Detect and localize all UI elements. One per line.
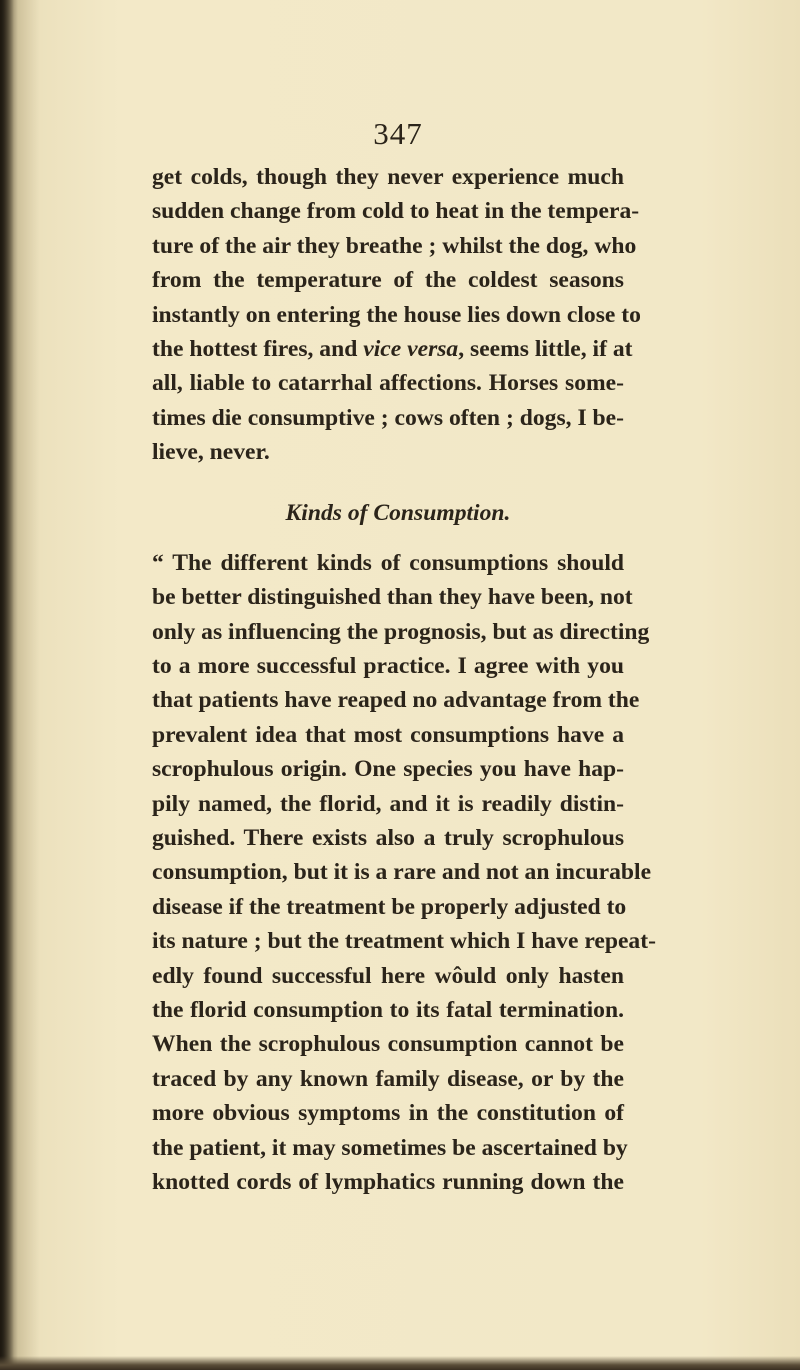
text-line: the florid consumption to its fatal termination. — [152, 996, 624, 1023]
text-line: scrophulous origin. One species you have hap- — [152, 756, 624, 783]
text-line: times die consumptive ; cows often ; dogs, I be- — [152, 404, 624, 431]
binding-gutter — [0, 0, 14, 1370]
text-line: knotted cords of lymphatics running down the — [152, 1168, 624, 1195]
text-line: all, liable to catarrhal affections. Horses some- — [152, 370, 624, 397]
text-line: its nature ; but the treatment which I have repeat- — [152, 928, 656, 955]
text-line: to a more successful practice. I agree with you — [152, 653, 624, 680]
text-line: more obvious symptoms in the constitution of — [152, 1100, 624, 1127]
text-line: edly found successful here wôuld only hasten — [152, 962, 624, 989]
text-line: ture of the air they breathe ; whilst the dog, who — [152, 232, 637, 259]
text-segment: , seems little, if at — [458, 335, 633, 362]
text-line: When the scrophulous consumption cannot be — [152, 1031, 624, 1058]
text-line: disease if the treatment be properly adjusted to — [152, 893, 627, 920]
text-line: only as influencing the prognosis, but as directing — [152, 618, 650, 645]
section-heading: Kinds of Consumption. — [285, 499, 511, 526]
text-line: consumption, but it is a rare and not an incurable — [152, 859, 652, 886]
text-line: instantly on entering the house lies down close to — [152, 301, 641, 328]
text-line: get colds, though they never experience much — [152, 164, 624, 190]
text-line: “ The different kinds of consumptions should — [152, 549, 624, 576]
text-line: guished. There exists also a truly scrophulous — [152, 825, 624, 852]
text-line: sudden change from cold to heat in the tempera- — [152, 198, 640, 225]
text-line: lieve, never. — [152, 439, 270, 466]
text-line: pily named, the florid, and it is readily distin- — [152, 790, 624, 817]
text-line-with-italic — [152, 332, 633, 366]
text-line: traced by any known family disease, or by the — [152, 1065, 624, 1092]
text-line: that patients have reaped no advantage from the — [152, 687, 640, 714]
page-bottom-edge — [0, 1356, 800, 1370]
page-number: 347 — [373, 116, 423, 151]
text-line: be better distinguished than they have been, not — [152, 584, 633, 611]
body-text — [152, 160, 656, 1199]
text-segment: the hottest fires, and — [152, 335, 364, 362]
text-line: the patient, it may sometimes be ascertained by — [152, 1134, 628, 1161]
italic-phrase: vice versa — [363, 335, 459, 362]
text-line: from the temperature of the coldest seasons — [152, 267, 624, 294]
text-line: prevalent idea that most consumptions have a — [152, 721, 624, 748]
